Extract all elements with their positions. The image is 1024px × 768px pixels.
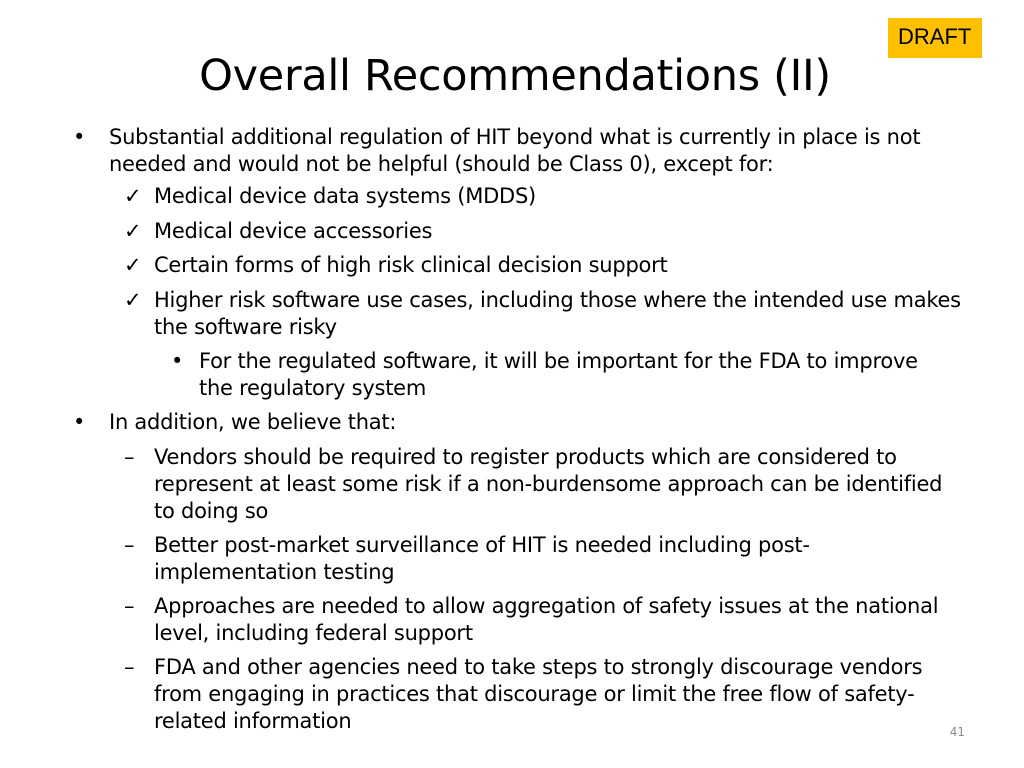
check-item — [124, 252, 969, 279]
sub-bullet-text: For the regulated software, it will be important for the FDA to improve the regulatory system — [199, 349, 918, 400]
dash-marker: – — [124, 594, 135, 618]
page-number: 41 — [949, 725, 965, 739]
check-item-text: Medical device data systems (MDDS) — [154, 184, 536, 208]
dash-item-text: Approaches are needed to allow aggregation of safety issues at the national level, including federal support — [154, 594, 939, 645]
dash-item — [124, 532, 969, 586]
bullet-marker: • — [73, 125, 86, 149]
bullet-marker: • — [73, 410, 86, 434]
dash-item-text: Vendors should be required to register products which are considered to represent at least some risk if a non-burdensome approach can be identified to doing so — [154, 445, 943, 523]
check-item-text: Certain forms of high risk clinical decision support — [154, 253, 668, 277]
bullet-item — [73, 409, 969, 436]
sub-bullet-marker: • — [171, 349, 184, 373]
check-item — [124, 183, 969, 210]
check-item — [124, 218, 969, 245]
sub-bullet-item — [171, 348, 939, 402]
check-icon: ✓ — [124, 219, 142, 243]
dash-marker: – — [124, 445, 135, 469]
bullet-item — [73, 124, 969, 178]
dash-marker: – — [124, 533, 135, 557]
check-icon: ✓ — [124, 288, 142, 312]
check-item-text: Higher risk software use cases, including those where the intended use makes the software risky — [154, 288, 961, 339]
slide-title: Overall Recommendations (II) — [199, 51, 831, 101]
dash-item-text: Better post-market surveillance of HIT is needed including post-implementation testing — [154, 533, 810, 584]
check-item — [124, 287, 969, 341]
bullet-text: Substantial additional regulation of HIT beyond what is currently in place is not needed and would not be helpful (should be Class 0), except for: — [109, 125, 921, 176]
check-icon: ✓ — [124, 253, 142, 277]
dash-item — [124, 593, 969, 647]
check-item-text: Medical device accessories — [154, 219, 433, 243]
draft-badge: DRAFT — [888, 18, 982, 58]
dash-item-text: FDA and other agencies need to take steps to strongly discourage vendors from engaging in practices that discourage or limit the free flow of safety-related information — [154, 655, 923, 733]
check-icon: ✓ — [124, 184, 142, 208]
dash-item — [124, 444, 969, 525]
dash-marker: – — [124, 655, 135, 679]
bullet-text: In addition, we believe that: — [109, 410, 397, 434]
dash-item — [124, 654, 969, 735]
